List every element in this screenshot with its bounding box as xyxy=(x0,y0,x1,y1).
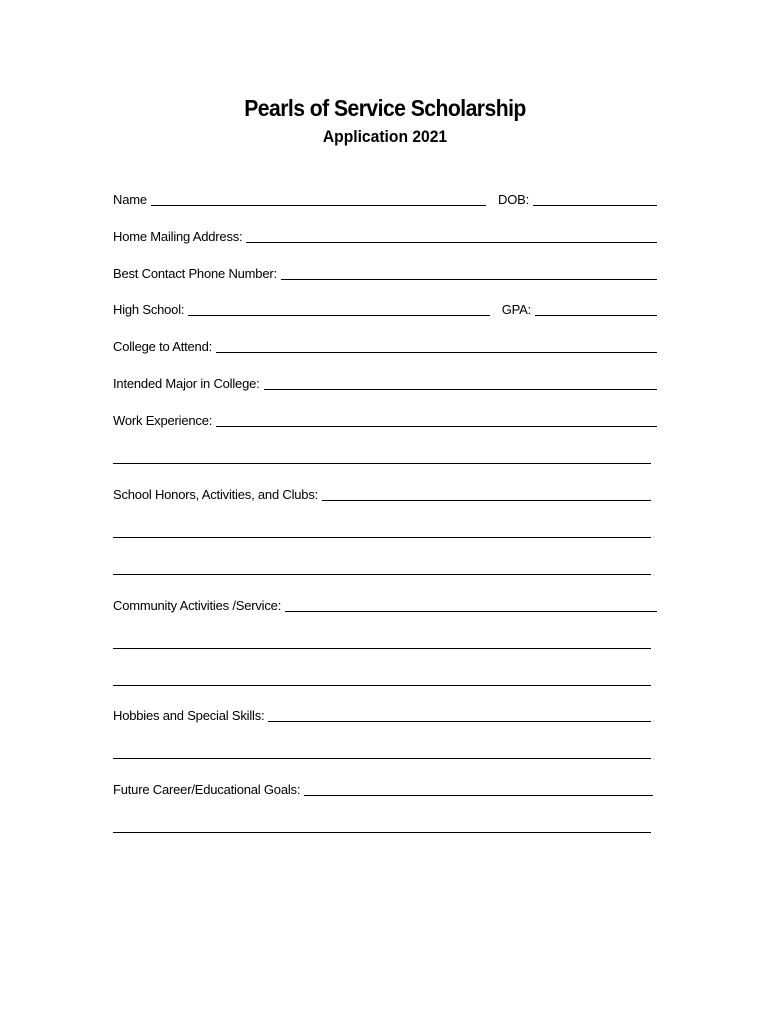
community-field[interactable] xyxy=(285,599,657,612)
honors-row xyxy=(113,485,651,503)
community-continuation-row-2 xyxy=(113,670,651,688)
community-label: Community Activities /Service: xyxy=(113,598,282,613)
form-subtitle: Application 2021 xyxy=(322,127,448,146)
dob-label: DOB: xyxy=(498,192,529,207)
honors-field-2[interactable] xyxy=(113,525,651,538)
goals-label: Future Career/Educational Goals: xyxy=(113,782,301,797)
home-address-field[interactable] xyxy=(246,230,657,243)
phone-row xyxy=(113,264,657,282)
major-label: Intended Major in College: xyxy=(113,376,260,391)
major-field[interactable] xyxy=(264,377,657,390)
community-field-2[interactable] xyxy=(113,636,651,649)
community-row xyxy=(113,596,657,614)
work-experience-field-2[interactable] xyxy=(113,451,651,464)
hobbies-label: Hobbies and Special Skills: xyxy=(113,708,265,723)
name-label: Name xyxy=(113,192,147,207)
hobbies-field[interactable] xyxy=(268,709,651,722)
gpa-label: GPA: xyxy=(501,302,531,317)
community-field-3[interactable] xyxy=(113,673,651,686)
home-address-label: Home Mailing Address: xyxy=(113,229,243,244)
work-experience-continuation-row xyxy=(113,448,651,466)
hobbies-field-2[interactable] xyxy=(113,746,651,759)
goals-continuation-row xyxy=(113,817,651,835)
name-dob-row xyxy=(113,190,657,208)
phone-field[interactable] xyxy=(281,267,657,280)
gpa-field[interactable] xyxy=(535,303,657,316)
honors-field-3[interactable] xyxy=(113,562,651,575)
high-school-label: High School: xyxy=(113,302,185,317)
honors-field[interactable] xyxy=(322,488,651,501)
college-label: College to Attend: xyxy=(113,339,213,354)
community-continuation-row-1 xyxy=(113,633,651,651)
honors-continuation-row-2 xyxy=(113,559,651,577)
work-experience-row xyxy=(113,411,657,429)
high-school-field[interactable] xyxy=(188,303,489,316)
work-experience-field[interactable] xyxy=(216,414,657,427)
honors-label: School Honors, Activities, and Clubs: xyxy=(113,487,319,502)
goals-field[interactable] xyxy=(304,783,653,796)
goals-field-2[interactable] xyxy=(113,820,651,833)
hobbies-continuation-row xyxy=(113,743,651,761)
college-row xyxy=(113,337,657,355)
honors-continuation-row-1 xyxy=(113,522,651,540)
name-field[interactable] xyxy=(151,193,486,206)
home-address-row xyxy=(113,227,657,245)
work-experience-label: Work Experience: xyxy=(113,413,213,428)
phone-label: Best Contact Phone Number: xyxy=(113,266,277,281)
major-row xyxy=(113,374,657,392)
hobbies-row xyxy=(113,706,651,724)
form-title: Pearls of Service Scholarship xyxy=(244,95,526,121)
high-school-gpa-row xyxy=(113,300,657,318)
dob-field[interactable] xyxy=(533,193,657,206)
college-field[interactable] xyxy=(216,340,657,353)
goals-row xyxy=(113,780,653,798)
